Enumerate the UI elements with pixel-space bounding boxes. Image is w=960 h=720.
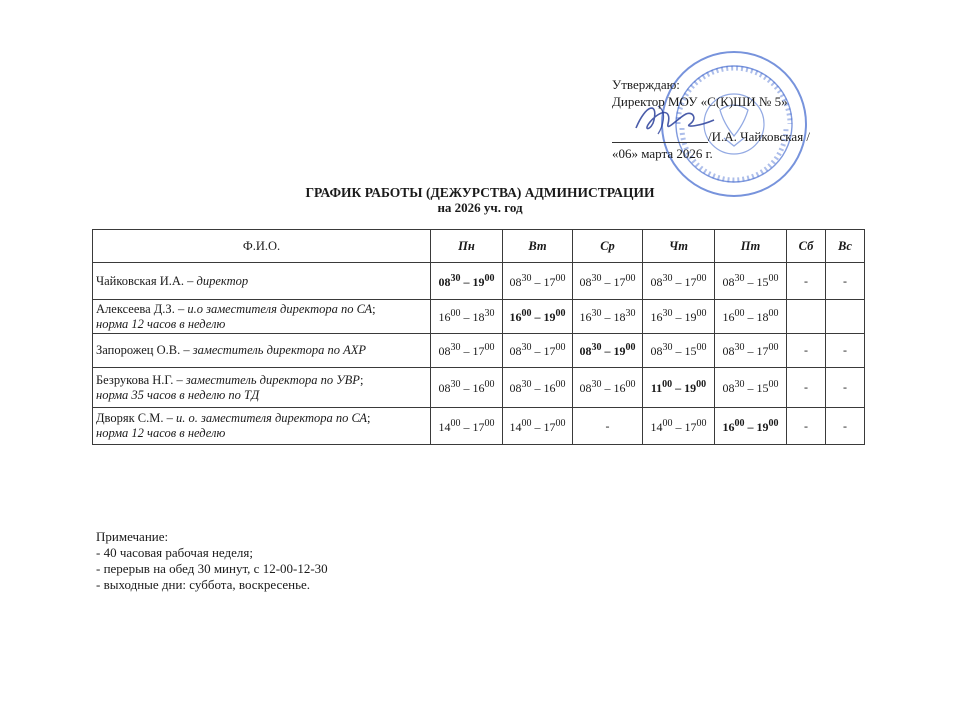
shift-end-hour: 17 xyxy=(543,419,556,434)
notes-block xyxy=(96,529,328,593)
shift-end-minutes: 00 xyxy=(768,272,779,284)
header-wed: Ср xyxy=(573,230,643,263)
employee-workload: норма 12 часов в неделю xyxy=(96,426,226,440)
shift-end-minutes: 00 xyxy=(555,417,566,429)
shift-start-hour: 08 xyxy=(438,274,451,289)
weekend-cell-sun xyxy=(826,300,865,334)
shift-cell: $08^{30} - 16^{00}$ xyxy=(431,368,503,408)
shift-start-hour: 16 xyxy=(722,310,735,324)
shift-cell: $08^{30} - 19^{00}$ xyxy=(573,334,643,368)
employee-workload: норма 12 часов в неделю xyxy=(96,316,226,331)
shift-cell: $16^{00} - 19^{00}$ xyxy=(715,408,787,445)
shift-start-hour: 08 xyxy=(579,274,592,289)
shift-end-minutes: 00 xyxy=(768,379,779,390)
shift-cell: $08^{30} - 15^{00}$ xyxy=(715,263,787,300)
shift-start-hour: 08 xyxy=(438,381,451,395)
shift-start-minutes: 30 xyxy=(450,342,461,353)
schedule-table xyxy=(92,229,865,445)
shift-cell: $08^{30} - 19^{00}$ xyxy=(431,263,503,300)
weekend-cell-sat xyxy=(787,300,826,334)
approval-signature-line xyxy=(612,128,842,145)
employee-name: Безрукова Н.Г. – xyxy=(96,372,186,387)
shift-start-hour: 16 xyxy=(438,310,451,324)
shift-cell: $08^{30} - 17^{00}$ xyxy=(503,263,573,300)
shift-start-hour: 08 xyxy=(579,344,592,358)
weekend-cell-sun: - xyxy=(826,368,865,408)
notes-item: - 40 часовая рабочая неделя; xyxy=(96,545,253,560)
shift-end-minutes: 00 xyxy=(696,342,707,353)
notes-item: - перерыв на обед 30 минут, с 12-00-12-30 xyxy=(96,561,328,576)
employee-role: заместитель директора по АХР xyxy=(192,343,367,357)
shift-start-minutes: 00 xyxy=(450,417,461,429)
employee-role: заместитель директора по УВР xyxy=(185,372,360,387)
shift-start-hour: 16 xyxy=(650,310,663,324)
shift-end-minutes: 00 xyxy=(555,379,566,390)
header-thu: Чт xyxy=(643,230,715,263)
shift-start-minutes: 00 xyxy=(662,417,673,429)
shift-start-minutes: 30 xyxy=(662,342,673,353)
employee-name: Запорожец О.В. – xyxy=(96,343,193,357)
weekend-cell-sun: - xyxy=(826,408,865,445)
table-header-row xyxy=(93,230,865,263)
shift-cell: $16^{00} - 18^{30}$ xyxy=(431,300,503,334)
shift-start-minutes: 30 xyxy=(734,342,745,353)
shift-start-hour: 08 xyxy=(650,344,663,358)
weekend-cell-sat: - xyxy=(787,334,826,368)
employee-cell: Безрукова Н.Г. – заместитель директора по УВР; норма 35 часов в неделю по ТД xyxy=(93,368,431,408)
approval-director: Директор МОУ «С(К)ШИ № 5» xyxy=(612,94,788,109)
shift-end-hour: 19 xyxy=(543,310,556,324)
approval-signer: /И.А. Чайковская / xyxy=(708,129,811,144)
shift-cell: $08^{30} - 17^{00}$ xyxy=(715,334,787,368)
shift-start-minutes: 00 xyxy=(734,308,745,319)
shift-start-hour: 08 xyxy=(722,344,735,358)
shift-start-hour: 08 xyxy=(509,274,522,289)
shift-cell: $08^{30} - 16^{00}$ xyxy=(573,368,643,408)
shift-start-hour: 16 xyxy=(579,310,592,324)
shift-end-hour: 17 xyxy=(756,344,769,358)
employee-role: и. о. заместителя директора по СА xyxy=(176,411,368,425)
shift-start-minutes: 30 xyxy=(591,342,602,353)
weekend-cell-sat: - xyxy=(787,368,826,408)
shift-start-minutes: 30 xyxy=(450,272,461,284)
shift-end-minutes: 00 xyxy=(768,417,779,429)
shift-start-minutes: 00 xyxy=(521,308,532,319)
shift-cell: $08^{30} - 17^{00}$ xyxy=(503,334,573,368)
shift-start-minutes: 30 xyxy=(521,272,532,284)
shift-cell: $08^{30} - 17^{00}$ xyxy=(643,263,715,300)
shift-end-hour: 15 xyxy=(756,381,769,395)
shift-end-hour: 17 xyxy=(543,344,556,358)
shift-start-hour: 16 xyxy=(722,419,735,434)
header-name: Ф.И.О. xyxy=(93,230,431,263)
shift-end-hour: 18 xyxy=(613,310,626,324)
shift-start-minutes: 30 xyxy=(591,379,602,390)
shift-start-minutes: 00 xyxy=(662,379,673,390)
shift-end-hour: 17 xyxy=(613,274,626,289)
shift-end-minutes: 00 xyxy=(484,272,495,284)
shift-start-hour: 14 xyxy=(650,419,663,434)
shift-start-minutes: 00 xyxy=(450,308,461,319)
shift-end-minutes: 00 xyxy=(696,272,707,284)
shift-end-hour: 19 xyxy=(756,419,769,434)
approval-label: Утверждаю: xyxy=(612,77,680,92)
shift-cell: $11^{00} - 19^{00}$ xyxy=(643,368,715,408)
shift-start-hour: 16 xyxy=(509,310,522,324)
table-row xyxy=(93,300,865,334)
shift-start-hour: 14 xyxy=(509,419,522,434)
shift-start-hour: 08 xyxy=(579,381,592,395)
shift-end-minutes: 00 xyxy=(625,272,636,284)
table-row xyxy=(93,368,865,408)
shift-cell: $08^{30} - 15^{00}$ xyxy=(715,368,787,408)
employee-name: Дворяк С.М. – xyxy=(96,411,176,425)
shift-end-hour: 17 xyxy=(684,274,697,289)
employee-cell xyxy=(93,263,431,300)
shift-end-hour: 16 xyxy=(543,381,556,395)
shift-start-hour: 08 xyxy=(722,381,735,395)
weekend-cell-sat: - xyxy=(787,408,826,445)
shift-end-hour: 18 xyxy=(472,310,485,324)
notes-heading: Примечание: xyxy=(96,529,169,544)
shift-cell: $08^{30} - 17^{00}$ xyxy=(431,334,503,368)
shift-end-minutes: 00 xyxy=(768,342,779,353)
shift-start-hour: 08 xyxy=(650,274,663,289)
shift-cell: $16^{30} - 19^{00}$ xyxy=(643,300,715,334)
shift-end-minutes: 00 xyxy=(625,379,636,390)
shift-end-minutes: 00 xyxy=(484,379,495,390)
shift-start-minutes: 00 xyxy=(521,417,532,429)
shift-cell xyxy=(573,408,643,445)
shift-start-minutes: 30 xyxy=(734,379,745,390)
shift-cell: $14^{00} - 17^{00}$ xyxy=(643,408,715,445)
shift-start-minutes: 30 xyxy=(734,272,745,284)
table-row xyxy=(93,334,865,368)
shift-cell: $08^{30} - 16^{00}$ xyxy=(503,368,573,408)
shift-start-hour: 14 xyxy=(438,419,451,434)
shift-start-hour: 08 xyxy=(438,344,451,358)
shift-cell: $14^{00} - 17^{00}$ xyxy=(431,408,503,445)
shift-end-hour: 16 xyxy=(472,381,485,395)
shift-end-hour: 17 xyxy=(472,344,485,358)
employee-workload: норма 35 часов в неделю по ТД xyxy=(96,387,260,402)
approval-block xyxy=(612,76,842,162)
shift-start-minutes: 30 xyxy=(591,308,602,319)
shift-end-minutes: 00 xyxy=(484,417,495,429)
employee-cell: Дворяк С.М. – и. о. заместителя директора по СА; норма 12 часов в неделю xyxy=(93,408,431,445)
header-sat: Сб xyxy=(787,230,826,263)
shift-end-minutes: 00 xyxy=(768,308,779,319)
employee-name: Алексеева Д.З. – xyxy=(96,301,188,316)
document-subtitle: на 2026 уч. год xyxy=(437,200,523,215)
shift-end-minutes: 00 xyxy=(555,342,566,353)
employee-role: и.о заместителя директора по СА xyxy=(187,301,373,316)
shift-start-minutes: 30 xyxy=(521,342,532,353)
approval-date: «06» марта 2026 г. xyxy=(612,146,713,161)
header-fri: Пт xyxy=(715,230,787,263)
shift-end-minutes: 00 xyxy=(484,342,495,353)
shift-end-minutes: 00 xyxy=(696,308,707,319)
shift-start-minutes: 00 xyxy=(734,417,745,429)
weekend-cell-sat: - xyxy=(787,263,826,300)
shift-end-hour: 19 xyxy=(684,381,697,395)
shift-cell: $08^{30} - 17^{00}$ xyxy=(573,263,643,300)
employee-cell xyxy=(93,334,431,368)
shift-start-minutes: 30 xyxy=(662,272,673,284)
document-title: ГРАФИК РАБОТЫ (ДЕЖУРСТВА) АДМИНИСТРАЦИИ xyxy=(305,185,655,200)
signature-underline xyxy=(612,142,708,143)
shift-start-hour: 08 xyxy=(722,274,735,289)
schedule-body xyxy=(93,263,865,445)
shift-start-minutes: 30 xyxy=(591,272,602,284)
shift-end-minutes: 30 xyxy=(484,308,495,319)
employee-cell: Алексеева Д.З. – и.о заместителя директора по СА; норма 12 часов в неделю xyxy=(93,300,431,334)
shift-end-hour: 15 xyxy=(684,344,697,358)
shift-end-minutes: 00 xyxy=(555,308,566,319)
shift-start-hour: 11 xyxy=(650,381,663,395)
shift-cell: $14^{00} - 17^{00}$ xyxy=(503,408,573,445)
shift-end-hour: 19 xyxy=(472,274,485,289)
shift-end-minutes: 00 xyxy=(696,417,707,429)
shift-end-hour: 19 xyxy=(684,310,697,324)
shift-end-minutes: 00 xyxy=(555,272,566,284)
shift-end-hour: 19 xyxy=(613,344,626,358)
shift-end-minutes: 30 xyxy=(625,308,636,319)
notes-item: - выходные дни: суббота, воскресенье. xyxy=(96,577,311,592)
employee-role: директор xyxy=(196,273,249,288)
shift-end-hour: 17 xyxy=(684,419,697,434)
shift-end-minutes: 00 xyxy=(625,342,636,353)
shift-cell: $08^{30} - 15^{00}$ xyxy=(643,334,715,368)
header-mon: Пн xyxy=(431,230,503,263)
shift-cell: $16^{00} - 18^{00}$ xyxy=(715,300,787,334)
shift-start-minutes: 30 xyxy=(450,379,461,390)
table-row xyxy=(93,263,865,300)
header-tue: Вт xyxy=(503,230,573,263)
header-sun: Вс xyxy=(826,230,865,263)
shift-end-hour: 18 xyxy=(756,310,769,324)
shift-cell: $16^{30} - 18^{30}$ xyxy=(573,300,643,334)
shift-end-minutes: 00 xyxy=(696,379,707,390)
weekend-cell-sun: - xyxy=(826,263,865,300)
no-shift-dash: - xyxy=(605,418,610,433)
employee-name: Чайковская И.А. – xyxy=(96,273,197,288)
shift-cell: $16^{00} - 19^{00}$ xyxy=(503,300,573,334)
shift-end-hour: 17 xyxy=(472,419,485,434)
shift-start-hour: 08 xyxy=(509,344,522,358)
table-row xyxy=(93,408,865,445)
shift-end-hour: 15 xyxy=(756,274,769,289)
shift-end-hour: 16 xyxy=(613,381,626,395)
shift-start-hour: 08 xyxy=(509,381,522,395)
shift-end-hour: 17 xyxy=(543,274,556,289)
shift-start-minutes: 30 xyxy=(521,379,532,390)
weekend-cell-sun: - xyxy=(826,334,865,368)
shift-start-minutes: 30 xyxy=(662,308,673,319)
